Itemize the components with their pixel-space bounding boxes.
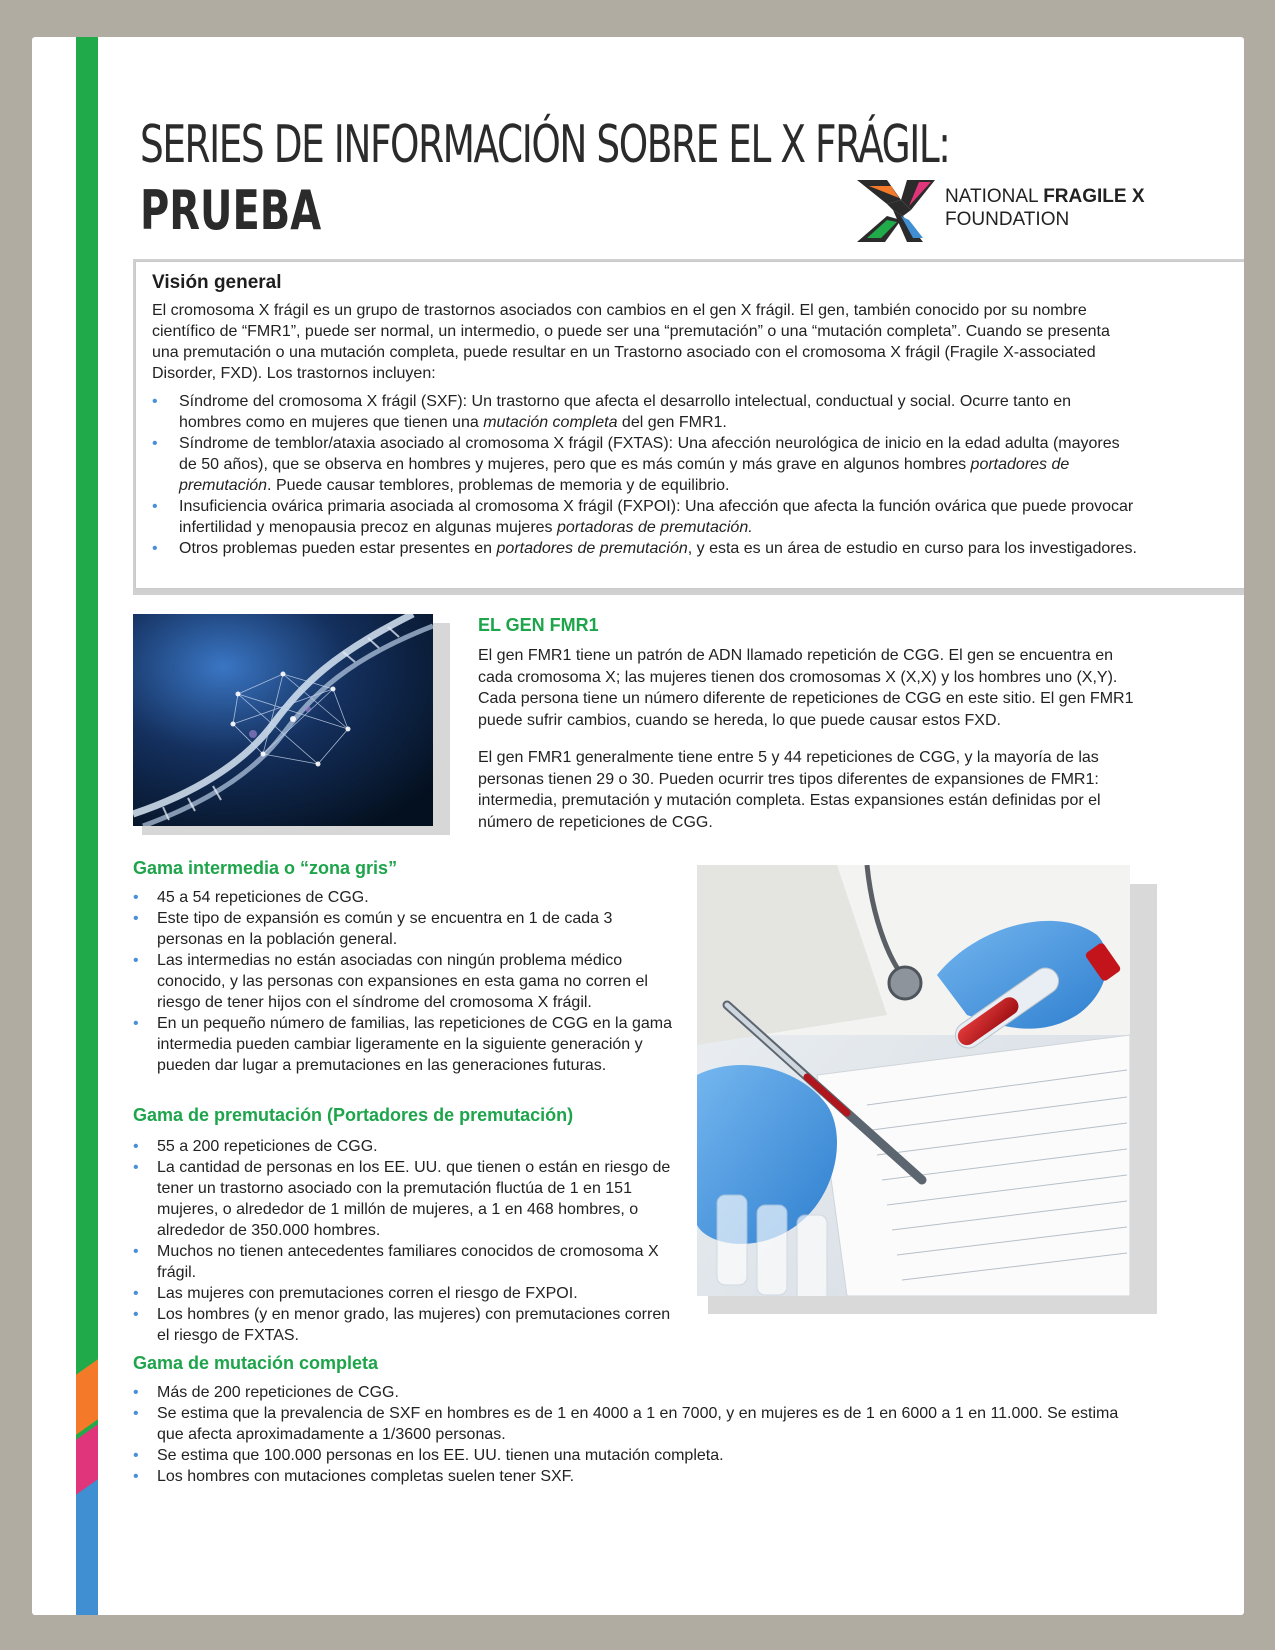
premutation-heading: Gama de premutación (Portadores de premutación) xyxy=(133,1105,574,1125)
gene-paragraph-1: El gen FMR1 tiene un patrón de ADN llamado repetición de CGG. El gen se encuentra en cada cromosoma X; las mujeres tienen dos cromosomas X (X,X) y los hombres uno (X,Y). Cada persona tiene un número diferente de repeticiones de CGG en este sitio. El gen FMR1 puede sufrir cambios, cuando se hereda, lo que puede causar estos FXD. xyxy=(478,647,1134,729)
overview-box xyxy=(135,261,1244,589)
overview-item-sxf: • Síndrome del cromosoma X frágil (SXF): Un trastorno que afecta el desarrollo intelectual, conductual y social. Ocurre tanto en hombres como en mujeres que tienen una mutación completa del gen FMR1. xyxy=(152,391,1137,433)
gene-paragraph-2: El gen FMR1 generalmente tiene entre 5 y 44 repeticiones de CGG, y la mayoría de las personas tienen 29 o 30. Pueden ocurrir tres tipos diferentes de expansiones de FMR1: intermedia, premutación y mutación completa. Estas expansiones están definidas por el número de repeticiones de CGG. xyxy=(478,749,1101,831)
dna-image xyxy=(133,614,433,826)
list-item: • La cantidad de personas en los EE. UU. que tienen o están en riesgo de tener un trastorno asociado con la premutación fluctúa de 1 en 151 mujeres, o alrededor de 1 millón de mujeres, a 1 en 468 hombres, o alrededor de 350.000 hombres. xyxy=(133,1157,673,1241)
fragile-x-logo-icon xyxy=(857,180,937,242)
side-stripe xyxy=(76,37,98,1615)
lab-image xyxy=(697,865,1130,1296)
list-item: • Muchos no tienen antecedentes familiares conocidos de cromosoma X frágil. xyxy=(133,1241,673,1283)
full-mutation-heading: Gama de mutación completa xyxy=(133,1353,379,1373)
page-title: SERIES DE INFORMACIÓN SOBRE EL X FRÁGIL: xyxy=(140,115,950,175)
overview-item-fxtas: • Síndrome de temblor/ataxia asociado al cromosoma X frágil (FXTAS): Una afección neurológica de inicio en la edad adulta (mayores de 50 años), que se observa en hombres y mujeres, pero que es más común y más grave en algunos hombres portadores de premutación. Puede causar temblores, problemas de memoria y de equilibrio. xyxy=(152,433,1137,496)
intermediate-list xyxy=(133,887,673,1076)
side-stripe-blue xyxy=(76,1479,98,1615)
overview-list xyxy=(152,391,1137,559)
list-item: • Este tipo de expansión es común y se encuentra en 1 de cada 3 personas en la población general. xyxy=(133,908,673,950)
side-stripe-orange xyxy=(76,1359,98,1434)
overview-item-other: • Otros problemas pueden estar presentes en portadores de premutación, y esta es un área de estudio en curso para los investigadores. xyxy=(152,538,1137,559)
list-item: • En un pequeño número de familias, las repeticiones de CGG en la gama intermedia pueden cambiar ligeramente en la siguiente generación y pueden dar lugar a premutaciones en las generaciones futuras. xyxy=(133,1013,673,1076)
list-item: • Más de 200 repeticiones de CGG. xyxy=(133,1382,1143,1403)
premutation-list xyxy=(133,1136,673,1346)
logo-text-line2: FOUNDATION xyxy=(945,209,1070,230)
full-mutation-list xyxy=(133,1382,1143,1487)
overview-heading: Visión general xyxy=(152,272,282,293)
gene-heading: EL GEN FMR1 xyxy=(478,615,599,635)
list-item: • Las intermedias no están asociadas con ningún problema médico conocido, y las personas con expansiones en esta gama no corren el riesgo de tener hijos con el síndrome del cromosoma X frágil. xyxy=(133,950,673,1013)
page-sheet xyxy=(32,37,1244,1615)
overview-intro: El cromosoma X frágil es un grupo de trastornos asociados con cambios en el gen X frágil. El gen, también conocido por su nombre científico de “FMR1”, puede ser normal, un intermedio, o puede ser una “premutación” o una “mutación completa”. Cuando se presenta una premutación o una mutación completa, puede resultar en un Trastorno asociado con el cromosoma X frágil (Fragile X-associated Disorder, FXD). Los trastornos incluyen: xyxy=(152,302,1110,382)
intermediate-heading: Gama intermedia o “zona gris” xyxy=(133,858,398,878)
list-item: • Se estima que 100.000 personas en los EE. UU. tienen una mutación completa. xyxy=(133,1445,1143,1466)
overview-item-fxpoi: • Insuficiencia ovárica primaria asociada al cromosoma X frágil (FXPOI): Una afección que afecta la función ovárica que puede provocar infertilidad y menopausia precoz en algunas mujeres portadoras de premutación. xyxy=(152,496,1137,538)
foundation-logo xyxy=(857,180,1147,242)
list-item: • 45 a 54 repeticiones de CGG. xyxy=(133,887,673,908)
list-item: • Las mujeres con premutaciones corren el riesgo de FXPOI. xyxy=(133,1283,673,1304)
list-item: • 55 a 200 repeticiones de CGG. xyxy=(133,1136,673,1157)
logo-text-line1: NATIONAL FRAGILE X xyxy=(945,186,1145,207)
list-item: • Se estima que la prevalencia de SXF en hombres es de 1 en 4000 a 1 en 7000, y en mujeres es de 1 en 6000 a 1 en 11.000. Se estima que afecta aproximadamente a 1/3600 personas. xyxy=(133,1403,1143,1445)
list-item: • Los hombres con mutaciones completas suelen tener SXF. xyxy=(133,1466,1143,1487)
page-subtitle: PRUEBA xyxy=(140,179,322,242)
list-item: • Los hombres (y en menor grado, las mujeres) con premutaciones corren el riesgo de FXTAS. xyxy=(133,1304,673,1346)
